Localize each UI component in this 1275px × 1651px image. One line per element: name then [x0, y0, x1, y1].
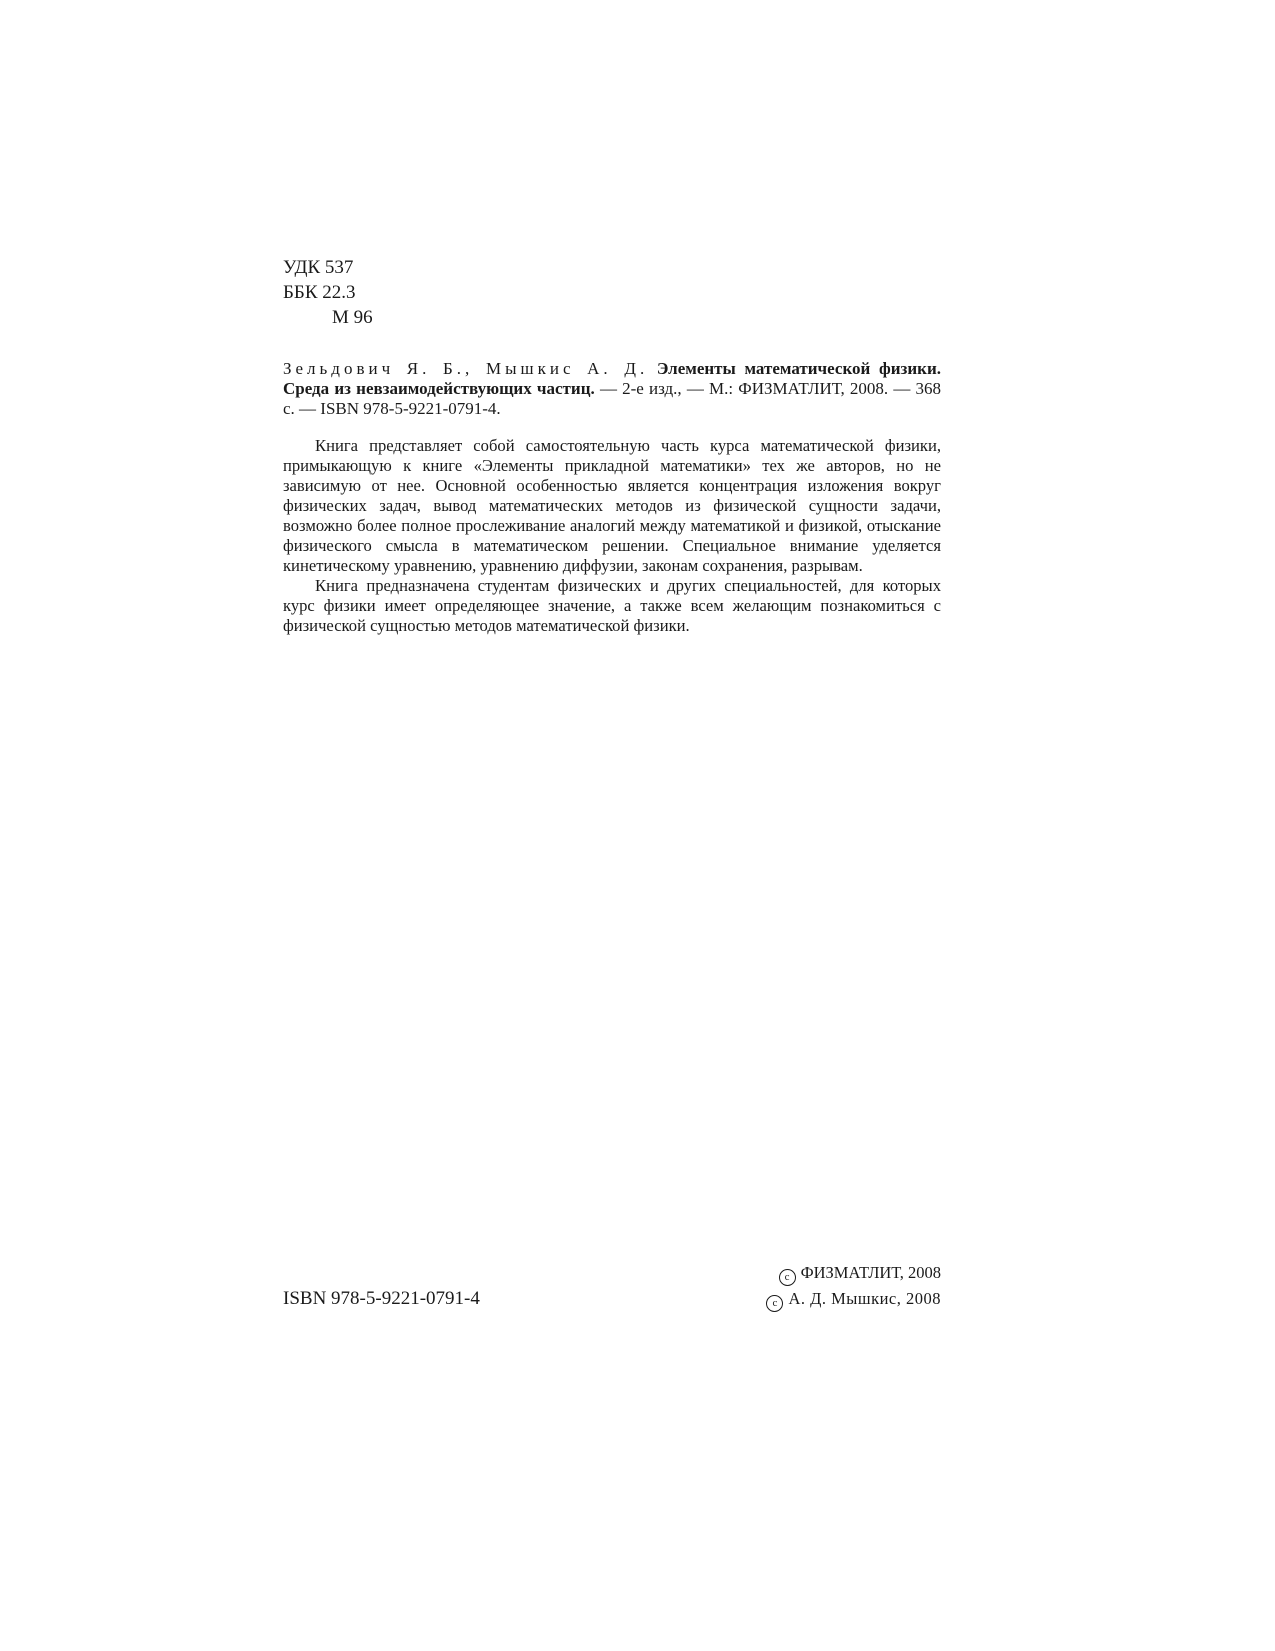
- author-sign: М 96: [332, 307, 373, 328]
- book-title: Элементы математической физики. Среда из невзаимодействующих частиц.: [283, 359, 941, 398]
- copyright-line: [760, 1286, 941, 1312]
- copyright-icon: c: [779, 1269, 796, 1286]
- isbn: ISBN 978-5-9221-0791-4: [283, 1288, 480, 1309]
- authors: Зельдович Я. Б., Мышкис А. Д.: [283, 359, 649, 378]
- bibliographic-record: [283, 359, 941, 419]
- copyright-block: [760, 1260, 941, 1312]
- bbk-code: ББК 22.3: [283, 282, 356, 303]
- udk-code: УДК 537: [283, 257, 354, 278]
- imprint: — 2-е изд., — М.: ФИЗМАТЛИТ, 2008. — 368 с. — ISBN 978-5-9221-0791-4.: [283, 379, 941, 418]
- copyright-line: [760, 1260, 941, 1286]
- copyright-icon: c: [766, 1295, 783, 1312]
- copyright-owner: ФИЗМАТЛИТ, 2008: [800, 1263, 941, 1282]
- abstract-paragraph: Книга представляет собой самостоятельную часть курса математической физики, примыкающую к книге «Элементы прикладной математики» тех же авторов, но не зависимую от нее. Основной особенностью является концентрация изложения вокруг физических задач, вывод математических методов из физической сущности задачи, возможно более полное прослеживание аналогий между математикой и физикой, отыскание физического смысла в математическом решении. Специальное внимание уделяется кинетическому уравнению, уравнению диффузии, законам сохранения, разрывам.: [283, 436, 941, 575]
- abstract: [283, 436, 941, 636]
- copyright-owner: А. Д. Мышкис, 2008: [788, 1289, 941, 1308]
- abstract-paragraph: Книга предназначена студентам физических и других специальностей, для которых курс физики имеет определяющее значение, а также всем желающим познакомиться с физической сущностью методов математической физики.: [283, 576, 941, 635]
- classification-codes: [283, 255, 483, 330]
